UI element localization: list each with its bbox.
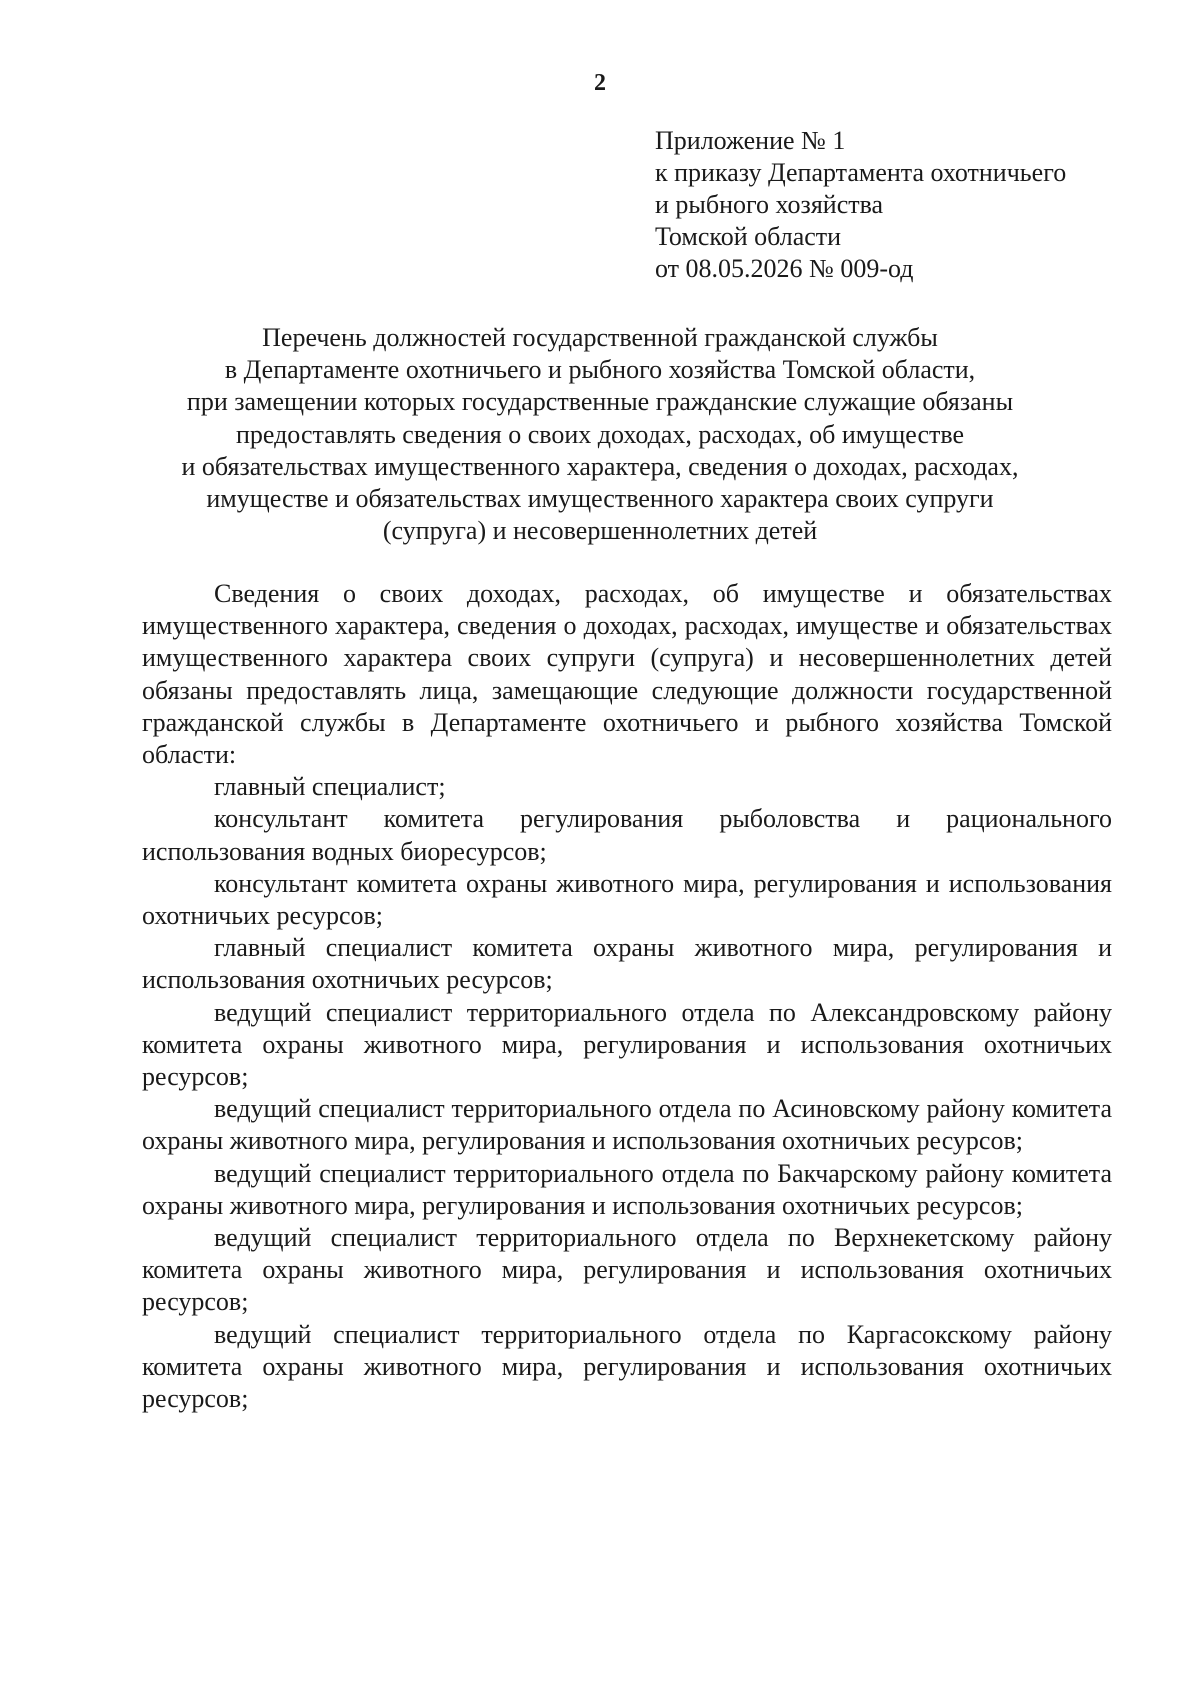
position-item: главный специалист комитета охраны животного мира, регулирования и использования охотничьих ресурсов;: [142, 933, 1112, 995]
page-number: 2: [594, 70, 606, 96]
position-item: главный специалист;: [214, 772, 446, 802]
position-item: ведущий специалист территориального отдела по Верхнекетскому району комитета охраны животного мира, регулирования и использования охотничьих ресурсов;: [142, 1223, 1112, 1317]
title-line: имуществе и обязательствах имущественного характера своих супруги: [206, 484, 994, 514]
position-item: ведущий специалист территориального отдела по Бакчарскому району комитета охраны животного мира, регулирования и использования охотничьих ресурсов;: [142, 1158, 1112, 1220]
appendix-header: [655, 125, 1066, 285]
position-item: ведущий специалист территориального отдела по Каргасокскому району комитета охраны животного мира, регулирования и использования охотничьих ресурсов;: [142, 1319, 1112, 1414]
appendix-line: к приказу Департамента охотничьего: [655, 158, 1067, 187]
intro-paragraph: Сведения о своих доходах, расходах, об имуществе и обязательствах имущественного характера, сведения о доходах, расходах, имуществе и обязательствах имущественного характера своих супруги (супруга) и несовершеннолетних детей обязаны предоставлять лица, замещающие следующие должности государственной гражданской службы в Департаменте охотничьего и рыбного хозяйства Томской области:: [142, 579, 1112, 770]
title-line: при замещении которых государственные гражданские служащие обязаны: [186, 387, 1014, 417]
position-item: ведущий специалист территориального отдела по Асиновскому району комитета охраны животного мира, регулирования и использования охотничьих ресурсов;: [142, 1094, 1112, 1156]
document-title: [130, 322, 1070, 547]
title-line: в Департаменте охотничьего и рыбного хозяйства Томской области,: [224, 355, 976, 385]
appendix-line: Приложение № 1: [655, 126, 846, 155]
appendix-line: Томской области: [655, 222, 842, 251]
title-line: и обязательствах имущественного характера, сведения о доходах, расходах,: [181, 451, 1019, 481]
position-item: консультант комитета регулирования рыболовства и рационального использования водных биоресурсов;: [142, 804, 1112, 866]
title-line: Перечень должностей государственной гражданской службы: [262, 323, 938, 352]
position-item: консультант комитета охраны животного мира, регулирования и использования охотничьих ресурсов;: [142, 868, 1112, 931]
appendix-line: и рыбного хозяйства: [655, 190, 884, 219]
title-line: (супруга) и несовершеннолетних детей: [382, 516, 818, 546]
document-body: [142, 578, 1112, 1415]
position-item: ведущий специалист территориального отдела по Александровскому району комитета охраны животного мира, регулирования и использования охотничьих ресурсов;: [142, 997, 1112, 1092]
title-line: предоставлять сведения о своих доходах, расходах, об имуществе: [235, 419, 965, 449]
appendix-line: от 08.05.2026 № 009-од: [655, 254, 914, 283]
